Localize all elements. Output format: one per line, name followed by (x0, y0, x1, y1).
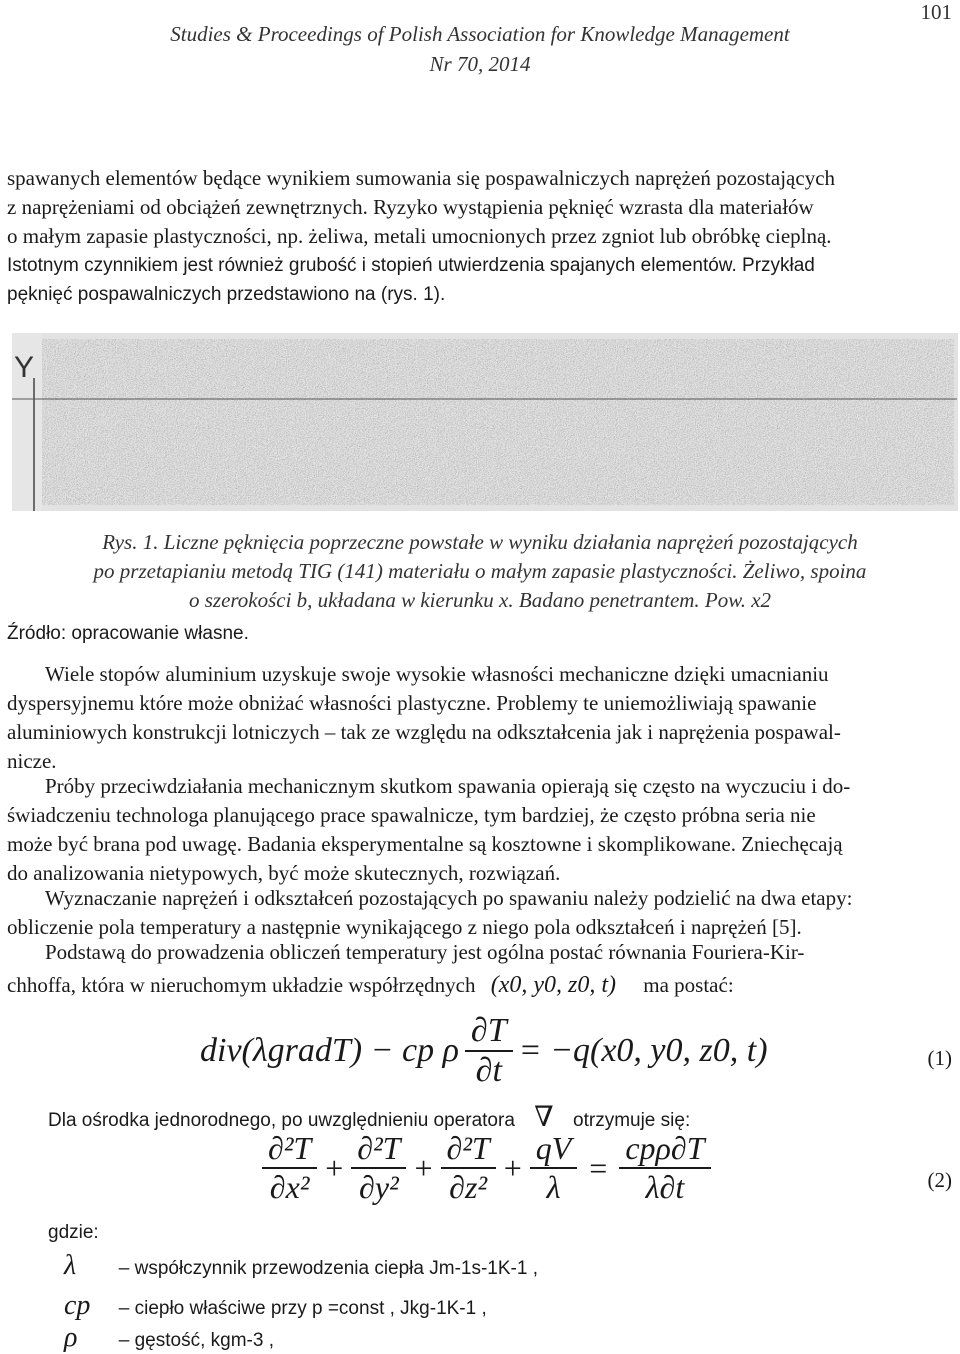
eq2-num: qV (535, 1130, 572, 1166)
text-line: o małym zapasie plastyczności, np. żeliwa, metali umocnionych przez zgniot lub obróbkę cieplną. (7, 224, 832, 248)
text-line-coords (7, 972, 734, 999)
text-line: do analizowania nietypowych, być może skutecznych, rozwiązań. (7, 861, 561, 885)
eq2-den: ∂y² (351, 1167, 406, 1206)
definition-text: – współczynnik przewodzenia ciepła Jm-1s-1K-1 , (118, 1258, 538, 1279)
where-label: gdzie: (48, 1222, 99, 1243)
text-fragment: otrzymuje się: (573, 1110, 691, 1131)
definition-symbol: cp (64, 1290, 91, 1321)
eq1-frac-den: ∂t (465, 1050, 513, 1090)
paragraph (7, 660, 952, 776)
equation-2 (262, 1130, 711, 1206)
eq2-den: λ∂t (619, 1167, 710, 1206)
eq2-num: ∂²T (446, 1130, 490, 1166)
text-fragment: ma postać: (643, 973, 734, 997)
plus-sign: + (325, 1149, 344, 1186)
intro-paragraph (7, 164, 952, 309)
definition-item (64, 1322, 274, 1354)
text-fragment: Dla ośrodka jednorodnego, po uwzględnieniu operatora (48, 1110, 515, 1131)
text-line: Wiele stopów aluminium uzyskuje swoje wysokie własności mechaniczne dzięki umacnianiu (45, 662, 829, 686)
paragraph (7, 884, 952, 942)
definition-symbol: ρ (64, 1322, 78, 1353)
text-line: dyspersyjnemu które może obniżać własności plastyczne. Problemy te uniemożliwiają spawanie (7, 691, 817, 715)
eq2-term (530, 1130, 578, 1206)
text-line-operator (48, 1100, 690, 1134)
equation-number-2: (2) (927, 1168, 952, 1192)
definition-item (64, 1250, 538, 1282)
caption-line: o szerokości b, układana w kierunku x. Badano penetrantem. Pow. x2 (188, 588, 772, 612)
text-line: Istotnym czynnikiem jest również grubość i stopień utwierdzenia spajanych elementów. Przykład (7, 255, 815, 276)
crack-image (12, 333, 958, 511)
eq2-term (262, 1130, 317, 1206)
plus-sign: + (414, 1149, 433, 1186)
eq2-num: cpρ∂T (625, 1130, 705, 1166)
axis-y-label: Y (14, 351, 35, 384)
eq1-lhs: div(λgradT) − cp ρ (200, 1032, 459, 1069)
caption-line: Rys. 1. Liczne pęknięcia poprzeczne powstałe w wyniku działania naprężeń pozostających (102, 530, 858, 554)
figure-caption (0, 528, 960, 615)
journal-issue: Nr 70, 2014 (429, 52, 531, 76)
definition-item (64, 1290, 487, 1322)
text-line: Próby przeciwdziałania mechanicznym skutkom spawania opierają się często na wyczuciu i do- (45, 774, 851, 798)
text-line: Podstawą do prowadzenia obliczeń temperatury jest ogólna postać równania Fouriera-Kir- (45, 940, 805, 964)
eq2-den: λ (530, 1167, 578, 1206)
eq1-frac-num: ∂T (470, 1012, 507, 1049)
text-line: z naprężeniami od obciążeń zewnętrznych. Ryzyko wystąpienia pęknięć wzrasta dla materiałów (7, 195, 814, 219)
page-number: 101 (920, 0, 952, 24)
eq2-term (351, 1130, 406, 1206)
equation-1 (200, 1012, 768, 1090)
figure-crack-image (12, 333, 958, 511)
eq2-rhs (619, 1130, 710, 1206)
paragraph (7, 938, 952, 967)
text-line: może być brana pod uwagę. Badania eksperymentalne są kosztowne i skomplikowane. Zniechęcają (7, 832, 843, 856)
definition-text: – ciepło właściwe przy p =const , Jkg-1K-1 , (118, 1298, 487, 1319)
eq1-rhs: = −q(x0, y0, z0, t) (518, 1032, 768, 1069)
text-fragment: chhoffa, która w nieruchomym układzie współrzędnych (7, 973, 476, 997)
text-line: Wyznaczanie naprężeń i odkształceń pozostających po spawaniu należy podzielić na dwa etapy: (45, 886, 853, 910)
text-line: nicze. (7, 749, 57, 773)
definition-symbol: λ (64, 1250, 77, 1281)
eq2-den: ∂x² (262, 1167, 317, 1206)
figure-source: Źródło: opracowanie własne. (7, 623, 249, 644)
eq1-fraction (465, 1012, 513, 1090)
text-line: aluminiowych konstrukcji lotniczych – tak ze względu na odkształcenia jak i naprężenia pospawal- (7, 720, 841, 744)
text-line: świadczeniu technologa planującego prace spawalnicze, tym bardziej, że często próbna seria nie (7, 803, 816, 827)
eq2-num: ∂²T (268, 1130, 312, 1166)
text-line: pęknięć pospawalniczych przedstawiono na (rys. 1). (7, 284, 446, 305)
coordinates-expression: (x0, y0, z0, t) (490, 972, 617, 998)
text-line: obliczenie pola temperatury a następnie wynikającego z niego pola odkształceń i naprężeń [5]. (7, 915, 802, 939)
definition-text: – gęstość, kgm-3 , (118, 1330, 274, 1351)
eq2-term (441, 1130, 496, 1206)
eq2-den: ∂z² (441, 1167, 496, 1206)
equals-sign: = (589, 1149, 608, 1186)
equation-number-1: (1) (927, 1046, 952, 1070)
text-line: spawanych elementów będące wynikiem sumowania się pospawalniczych naprężeń pozostających (7, 166, 836, 190)
nabla-operator: ∇ (534, 1102, 554, 1133)
caption-line: po przetapianiu metodą TIG (141) materiału o małym zapasie plastyczności. Żeliwo, spoina (93, 559, 867, 583)
journal-title: Studies & Proceedings of Polish Association for Knowledge Management (170, 22, 790, 46)
plus-sign: + (503, 1149, 522, 1186)
paragraph (7, 772, 952, 888)
eq2-num: ∂²T (357, 1130, 401, 1166)
